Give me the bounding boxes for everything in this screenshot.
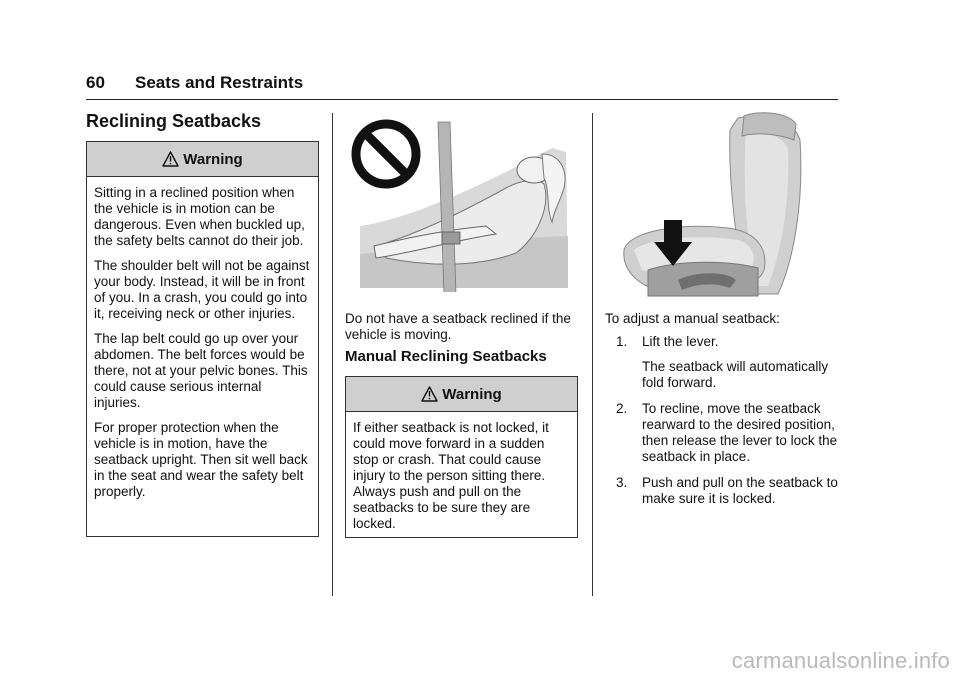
step-number: 2. (616, 401, 628, 416)
warning-icon (162, 151, 179, 167)
step-text: Push and pull on the seatback to make sure it is locked. (642, 475, 838, 506)
warning-paragraph: The shoulder belt will not be against your body. Instead, it will be in front of you. In a crash, you could go into it, receiving neck or other injuries. (94, 258, 310, 321)
page-number: 60 (86, 73, 105, 92)
step-text: Lift the lever. (642, 334, 719, 349)
warning-header (87, 142, 318, 177)
warning-box (345, 376, 578, 538)
warning-header (346, 377, 577, 412)
section-subheading: Manual Reclining Seatbacks (345, 348, 547, 365)
chapter-title: Seats and Restraints (135, 73, 304, 92)
watermark: carmanualsonline.info (731, 648, 950, 673)
step-subtext: The seatback will automatically fold forward. (642, 359, 829, 390)
column-divider (332, 113, 333, 596)
page-header (86, 71, 838, 100)
warning-icon (421, 386, 438, 402)
step-number: 1. (616, 334, 628, 349)
illustration-caption: Do not have a seatback reclined if the vehicle is moving. (345, 311, 571, 342)
warning-paragraph: For proper protection when the vehicle is in motion, have the seatback upright. Then sit well back in the seat and wear the safety belt properly. (94, 420, 308, 499)
prohibition-icon (356, 124, 416, 184)
step-text: To recline, move the seatback rearward to the desired position, then release the lever to lock the seatback in place. (642, 401, 838, 464)
warning-paragraph: If either seatback is not locked, it could move forward in a sudden stop or crash. That could cause injury to the person sitting there. Always push and pull on the seatbacks to be sure they are locked. (353, 420, 549, 531)
warning-box (86, 141, 319, 537)
warning-label: Warning (183, 150, 243, 168)
step-number: 3. (616, 475, 628, 490)
list-item (616, 334, 838, 391)
instructions-intro: To adjust a manual seatback: (605, 311, 780, 326)
section-heading: Reclining Seatbacks (86, 111, 262, 131)
list-item (616, 475, 838, 507)
instruction-steps (616, 334, 838, 517)
warning-paragraph: The lap belt could go up over your abdomen. The belt forces would be there, not at your pelvic bones. This could cause serious internal injuries. (94, 331, 308, 410)
column-divider (592, 113, 593, 596)
warning-label: Warning (442, 385, 502, 403)
seat-lever-illustration (618, 110, 808, 300)
reclined-occupant-illustration (346, 118, 572, 292)
list-item (616, 401, 838, 465)
warning-paragraph: Sitting in a reclined position when the vehicle is in motion can be dangerous. Even when buckled up, the safety belts cannot do their job. (94, 185, 305, 248)
